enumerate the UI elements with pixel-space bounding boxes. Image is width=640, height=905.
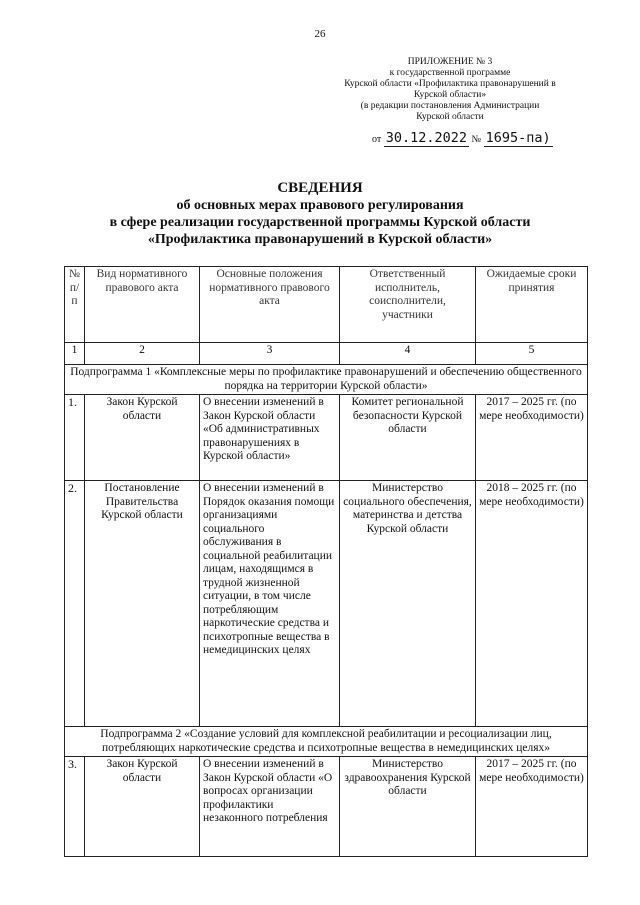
header-cell: Ответственный исполнитель, соисполнители, участники — [340, 267, 476, 343]
document-title — [0, 180, 640, 248]
table-row — [65, 481, 588, 727]
resolution-date: 30.12.2022 — [385, 130, 468, 146]
act-provisions: О внесении изменений в Порядок оказания помощи организациями социального обслуживания в социальной реабилитации лицам, находящимся в трудной жизненной ситуации, в том числе потребляющим наркотические средства и психотропные вещества в немедицинских целях — [200, 481, 340, 727]
appendix-block — [330, 57, 570, 123]
subprogram-title: Подпрограмма 1 «Комплексные меры по профилактике правонарушений и обеспечению общественного порядка на территории Курской области» — [65, 365, 588, 395]
act-type: Закон Курской области — [85, 395, 200, 481]
column-number: 3 — [200, 343, 340, 365]
appendix-line: Курской области «Профилактика правонарушений в — [344, 79, 556, 89]
column-number: 4 — [340, 343, 476, 365]
row-number: 2. — [65, 481, 85, 727]
table-row — [65, 395, 588, 481]
appendix-line: к государственной программе — [389, 68, 511, 78]
header-cell: Вид нормативного правового акта — [85, 267, 200, 343]
row-number: 3. — [65, 757, 85, 857]
date-prefix: от — [372, 134, 382, 145]
measures-table — [64, 266, 588, 857]
term: 2017 – 2025 гг. (по мере необходимости) — [476, 395, 588, 481]
appendix-line: (в редакции постановления Администрации — [360, 101, 540, 111]
header-cell: Ожидаемые сроки принятия — [476, 267, 588, 343]
resolution-date-number — [372, 130, 553, 146]
header-cell: Основные положения нормативного правового акта — [200, 267, 340, 343]
title-line: в сфере реализации государственной программы Курской области — [109, 215, 531, 230]
appendix-line: Курской области» — [413, 90, 487, 100]
executor: Министерство здравоохранения Курской области — [340, 757, 476, 857]
appendix-line: ПРИЛОЖЕНИЕ № 3 — [407, 57, 493, 67]
act-provisions: О внесении изменений в Закон Курской области «Об административных правонарушениях в Курской области» — [200, 395, 340, 481]
header-cell: № п/п — [65, 267, 85, 343]
column-number-row — [65, 343, 588, 365]
number-prefix: № — [471, 134, 482, 145]
table-row — [65, 757, 588, 857]
appendix-line: Курской области — [416, 112, 484, 122]
title-line: СВЕДЕНИЯ — [277, 180, 363, 196]
table-header-row — [65, 267, 588, 343]
row-number: 1. — [65, 395, 85, 481]
page-number: 26 — [314, 28, 326, 40]
column-number: 2 — [85, 343, 200, 365]
act-type: Постановление Правительства Курской области — [85, 481, 200, 727]
executor: Комитет региональной безопасности Курской области — [340, 395, 476, 481]
title-line: «Профилактика правонарушений в Курской области» — [147, 232, 493, 247]
subprogram-title: Подпрограмма 2 «Создание условий для комплексной реабилитации и ресоциализации лиц, потребляющих наркотические средства и психотропные вещества в немедицинских целях» — [65, 727, 588, 757]
term: 2018 – 2025 гг. (по мере необходимости) — [476, 481, 588, 727]
subprogram-row — [65, 727, 588, 757]
column-number: 5 — [476, 343, 588, 365]
column-number: 1 — [65, 343, 85, 365]
subprogram-row — [65, 365, 588, 395]
term: 2017 – 2025 гг. (по мере необходимости) — [476, 757, 588, 857]
act-provisions: О внесении изменений в Закон Курской области «О вопросах организации профилактики незаконного потребления — [200, 757, 340, 857]
executor: Министерство социального обеспечения, материнства и детства Курской области — [340, 481, 476, 727]
resolution-number: 1695-па) — [485, 130, 551, 146]
act-type: Закон Курской области — [85, 757, 200, 857]
title-line: об основных мерах правового регулирования — [176, 198, 464, 213]
